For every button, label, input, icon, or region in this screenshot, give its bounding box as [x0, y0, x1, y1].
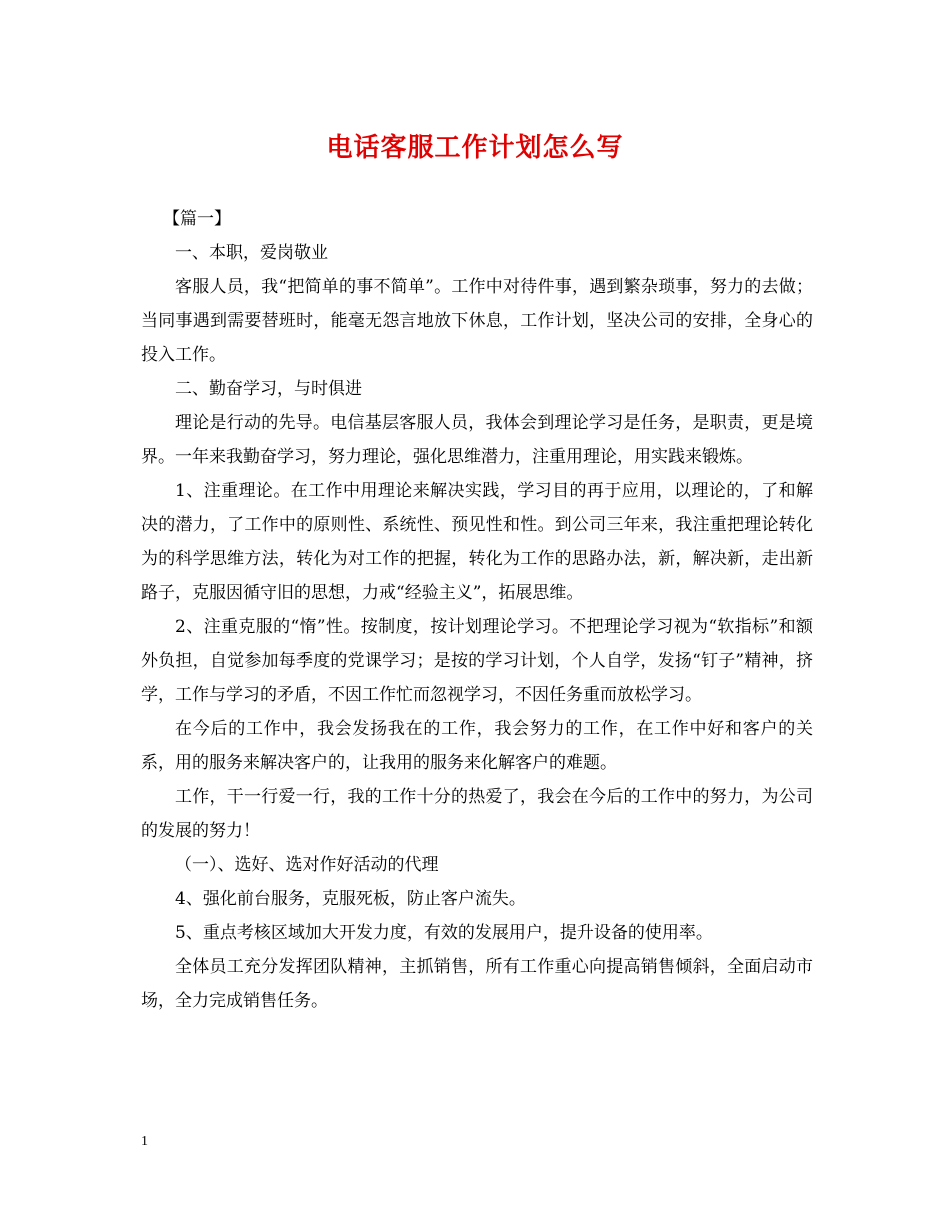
heading-1: 一、本职，爱岗敬业	[175, 243, 328, 263]
document-title: 电话客服工作计划怎么写	[326, 133, 624, 163]
paragraph: 4、强化前台服务，克服死板，防止客户流失。	[175, 889, 526, 909]
heading-2: 二、勤奋学习，与时俱进	[175, 379, 362, 399]
page-number: 1	[141, 1134, 148, 1149]
section-label: 【篇一】	[163, 209, 231, 229]
paragraph: 理论是行动的先导。电信基层客服人员，我体会到理论学习是任务，是职责，更是境界。一年来我勤奋学习，努力理论，强化思维潜力，注重用理论，用实践来锻炼。	[141, 413, 813, 467]
paragraph: 5、重点考核区域加大开发力度，有效的发展用户，提升设备的使用率。	[175, 923, 713, 943]
paragraph: 工作，干一行爱一行，我的工作十分的热爱了，我会在今后的工作中的努力，为公司的发展的努力！	[141, 787, 813, 841]
paragraph: 在今后的工作中，我会发扬我在的工作，我会努力的工作，在工作中好和客户的关系，用的服务来解决客户的，让我用的服务来化解客户的难题。	[141, 719, 813, 773]
paragraph: （一）、选好、选对作好活动的代理	[175, 855, 439, 875]
paragraph: 2、注重克服的“惰”性。按制度，按计划理论学习。不把理论学习视为“软指标”和额外负担，自觉参加每季度的党课学习；是按的学习计划，个人自学，发扬“钉子”精神，挤学，工作与学习的矛盾，不因工作忙而忽视学习，不因任务重而放松学习。	[141, 617, 813, 705]
paragraph: 1、注重理论。在工作中用理论来解决实践，学习目的再于应用，以理论的，了和解决的潜力，了工作中的原则性、系统性、预见性和性。到公司三年来，我注重把理论转化为的科学思维方法，转化为对工作的把握，转化为工作的思路办法，新，解决新，走出新路子，克服因循守旧的思想，力戒“经验主义”，拓展思维。	[141, 481, 813, 603]
document-body	[141, 202, 813, 1018]
paragraph: 全体员工充分发挥团队精神，主抓销售，所有工作重心向提高销售倾斜，全面启动市场，全力完成销售任务。	[141, 957, 813, 1011]
paragraph: 客服人员，我“把简单的事不简单”。工作中对待件事，遇到繁杂琐事，努力的去做；当同事遇到需要替班时，能毫无怨言地放下休息，工作计划，坚决公司的安排，全身心的投入工作。	[141, 277, 813, 365]
